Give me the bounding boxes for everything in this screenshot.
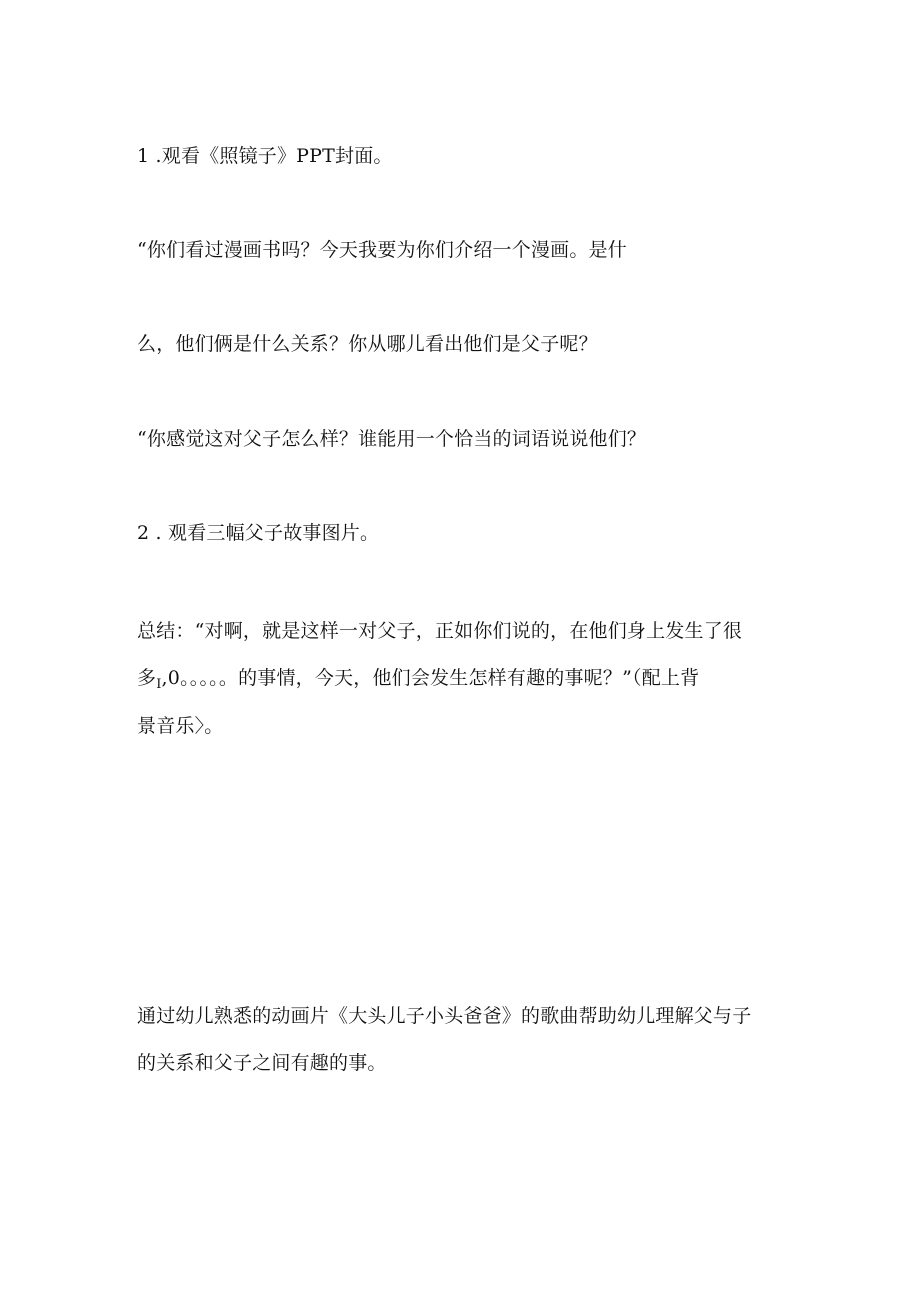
paragraph-line: “你们看过漫画书吗？今天我要为你们介绍一个漫画。是什 bbox=[137, 239, 627, 261]
summary-line: 总结：“对啊，就是这样一对父子，正如你们说的，在他们身上发生了很 bbox=[137, 620, 743, 642]
paragraph-line: 的关系和父子之间有趣的事。 bbox=[137, 1052, 387, 1074]
step-2-text: 2 . 观看三幅父子故事图片。 bbox=[137, 522, 380, 544]
paragraph-line: 么，他们俩是什么关系？你从哪儿看出他们是父子呢？ bbox=[137, 333, 598, 355]
summary-line: 景音乐〉。 bbox=[137, 715, 224, 737]
summary-line bbox=[137, 667, 699, 696]
summary-text-part: ,0。。。。。的事情，今天，他们会发生怎样有趣的事呢？”（配上背 bbox=[161, 667, 700, 689]
paragraph-line: “你感觉这对父子怎么样？谁能用一个恰当的词语说说他们？ bbox=[137, 428, 647, 450]
summary-text-part: 多 bbox=[137, 667, 157, 689]
step-1-text: 1 .观看《照镜子》PPT封面。 bbox=[137, 145, 393, 167]
summary-subscript: I bbox=[156, 677, 162, 692]
paragraph-line: 通过幼儿熟悉的动画片《大头儿子小头爸爸》的歌曲帮助幼儿理解父与子 bbox=[137, 1005, 752, 1027]
